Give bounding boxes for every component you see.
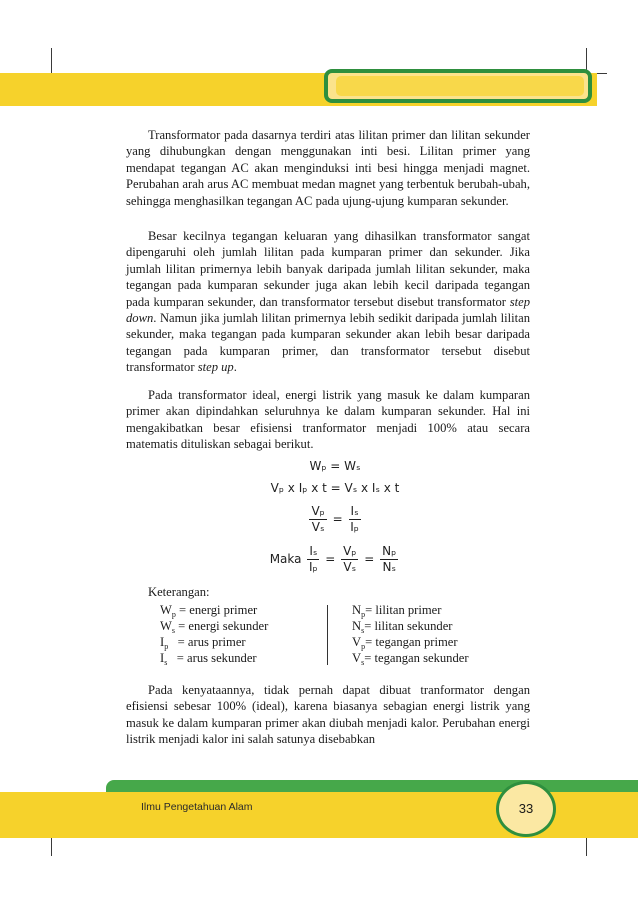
- frac-num: Iₛ: [350, 504, 359, 518]
- equation-energy: Wₚ = Wₛ: [309, 459, 361, 473]
- symbol: W: [160, 619, 172, 633]
- description: = lilitan sekunder: [364, 619, 453, 633]
- paragraph-3: Pada transformator ideal, energi listrik yang masuk ke dalam kumparan primer akan dipindahkan seluruhnya ke dalam kumparan sekunder. Hal ini mengakibatkan besar efisiensi tranformator menjadi 100% atau secara matematis dituliskan sebagai berikut.: [126, 388, 530, 452]
- equation-power: Vₚ x Iₚ x t = Vₛ x Iₛ x t: [270, 481, 400, 495]
- symbol: I: [160, 635, 165, 649]
- legend-item: [352, 651, 469, 667]
- maka-label: Maka: [269, 552, 302, 566]
- frac-num: Vₚ: [311, 504, 325, 518]
- description: = arus sekunder: [176, 651, 257, 665]
- footer-book-title: Ilmu Pengetahuan Alam: [141, 801, 253, 813]
- equals-sign: =: [332, 512, 343, 526]
- subscript: p: [164, 642, 169, 651]
- legend-item: [160, 619, 268, 635]
- paragraph-2-text-c: . Namun jika jumlah lilitan primernya lebih sedikit daripada jumlah lilitan sekunder, maka tegangan pada kumparan sekunder akan lebih besar daripada tegangan pada kumparan primer, dan transformator tersebut disebut transformator: [126, 311, 530, 375]
- legend-item: [352, 619, 452, 635]
- equation-maka: [240, 544, 430, 575]
- frac-den: Nₛ: [382, 560, 396, 574]
- frac-num: Iₛ: [309, 544, 318, 558]
- legend-item: [352, 635, 458, 651]
- subscript: s: [171, 626, 176, 635]
- description: = energi sekunder: [178, 619, 269, 633]
- symbol: V: [352, 651, 362, 665]
- subscript: s: [361, 658, 365, 667]
- divider: [327, 605, 328, 665]
- frac-num: Nₚ: [382, 544, 397, 558]
- frac-num: Vₚ: [343, 544, 357, 558]
- paragraph-2-text-a: Besar kecilnya tegangan keluaran yang dihasilkan transformator sangat dipengaruhi oleh jumlah lilitan pada kumparan primer dan sekunder. Jika jumlah lilitan primernya lebih banyak daripada jumlah lilitan sekunder, maka tegangan pada kumparan sekunder juga akan lebih kecil daripada tegangan pada kumparan sekunder, dan transformator tersebut disebut transformator: [126, 229, 530, 309]
- legend-item: [160, 635, 246, 651]
- frac-den: Vₛ: [311, 520, 325, 534]
- description: = tegangan primer: [365, 635, 458, 649]
- paragraph-1: Transformator pada dasarnya terdiri atas lilitan primer dan lilitan sekunder yang dihubungkan dengan menggunakan inti besi. Lilitan primer yang mendapat tegangan AC akan menginduksi inti besi hingga menjadi magnet. Perubahan arah arus AC membuat medan magnet yang terbentuk berubah-ubah, sehingga menghasilkan tegangan AC pada ujung-ujung kumparan sekunder.: [126, 128, 530, 208]
- header-tab: [324, 69, 592, 103]
- frac-den: Vₛ: [343, 560, 357, 574]
- legend-item: [352, 603, 441, 619]
- equation-ratio: [260, 504, 410, 535]
- symbol: V: [352, 635, 362, 649]
- paragraph-4: Pada kenyataannya, tidak pernah dapat dibuat tranformator dengan efisiensi sebesar 100% (ideal), karena biasanya sebagian energi listrik yang masuk ke dalam kumparan primer akan diubah menjadi kalor. Perubahan energi listrik menjadi kalor ini salah satunya disebabkan: [126, 683, 530, 747]
- frac-den: Iₚ: [350, 520, 359, 534]
- page-number: 33: [496, 781, 556, 837]
- term-step-up: step up: [197, 360, 234, 375]
- symbol: N: [352, 619, 362, 633]
- subscript: p: [361, 610, 366, 619]
- symbol: N: [352, 603, 362, 617]
- description: = energi primer: [179, 603, 258, 617]
- legend-item: [160, 651, 257, 667]
- equals-sign: =: [364, 552, 375, 566]
- subscript: p: [361, 642, 366, 651]
- frac-den: Iₚ: [309, 560, 318, 574]
- description: = lilitan primer: [365, 603, 442, 617]
- subscript: s: [361, 626, 365, 635]
- subscript: p: [171, 610, 176, 619]
- paragraph-2-text-e: .: [233, 360, 237, 375]
- description: = arus primer: [177, 635, 246, 649]
- keterangan-title: Keterangan:: [148, 585, 210, 599]
- symbol: W: [160, 603, 172, 617]
- legend-item: [160, 603, 257, 619]
- equals-sign: =: [325, 552, 336, 566]
- subscript: s: [164, 658, 168, 667]
- description: = tegangan sekunder: [364, 651, 469, 665]
- term-step-down: step down: [126, 294, 530, 326]
- paragraph-2: [126, 228, 530, 376]
- symbol: I: [160, 651, 165, 665]
